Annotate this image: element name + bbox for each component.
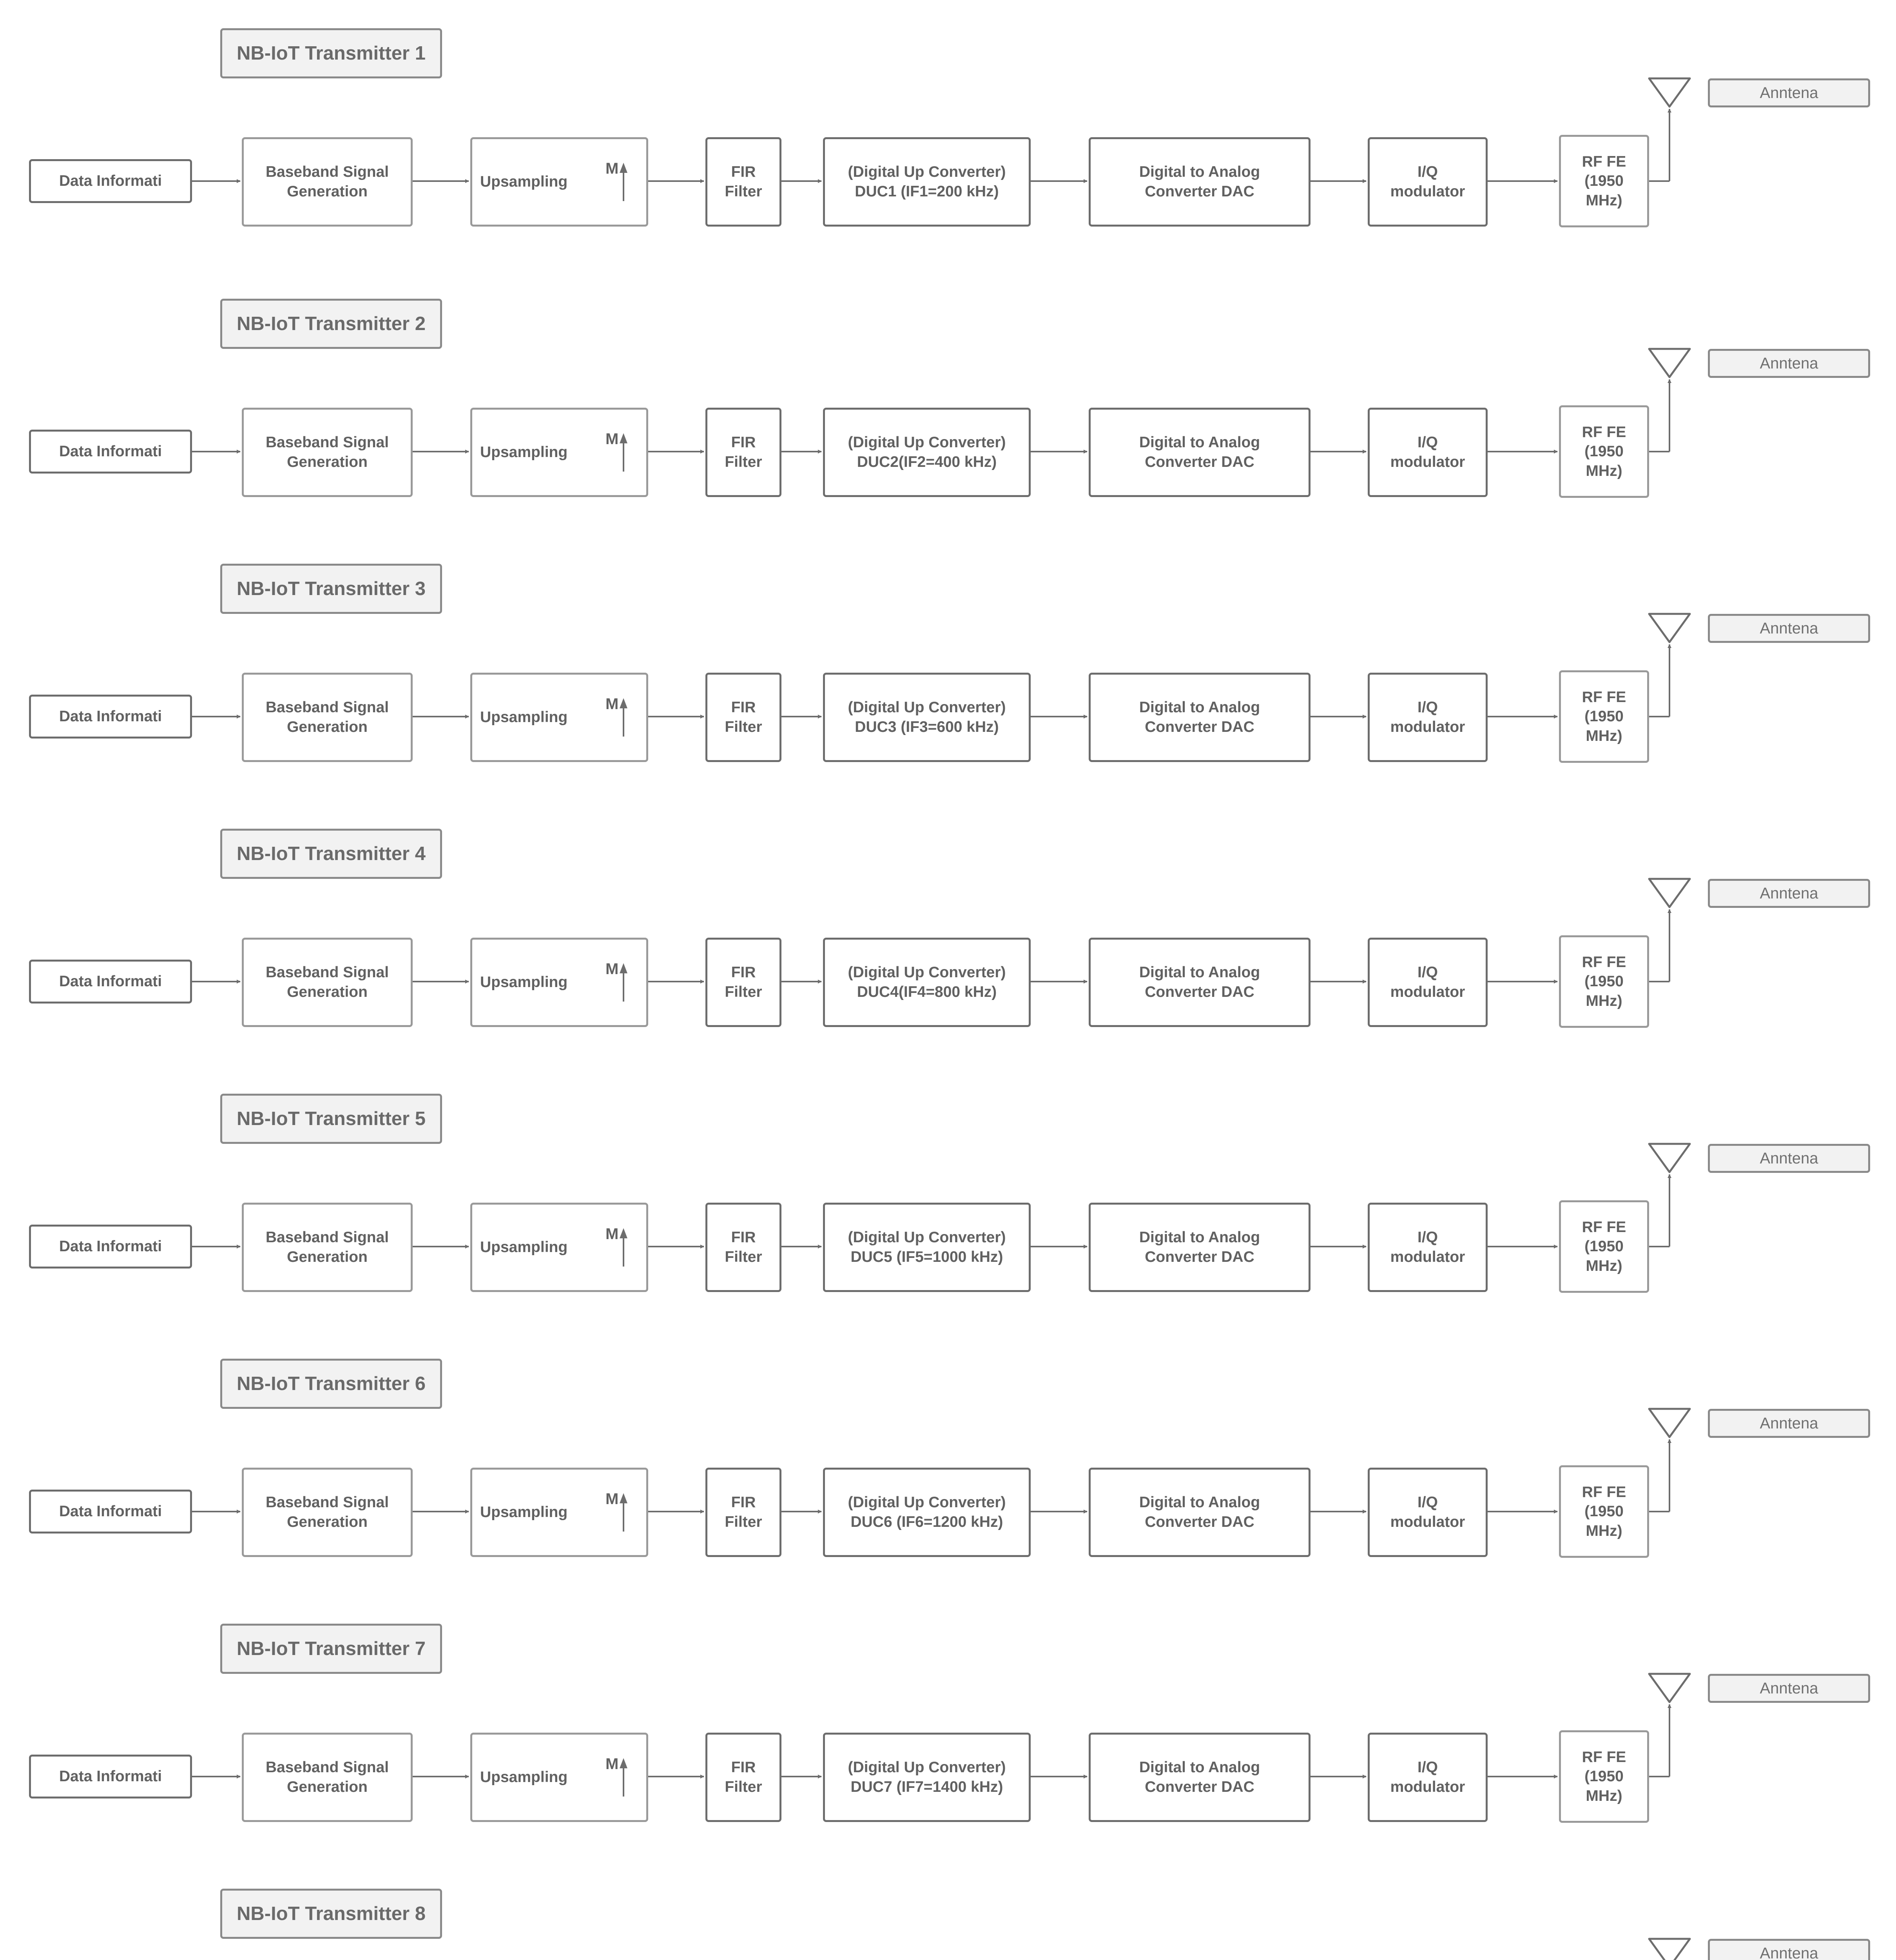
- antenna-label-label: Anntena: [1760, 84, 1818, 102]
- transmitter-title: [220, 28, 442, 78]
- fir-block: [705, 137, 781, 227]
- baseband-block-label: Baseband Signal Generation: [265, 1759, 389, 1795]
- fir-block-label: FIR Filter: [725, 1494, 762, 1530]
- duc-block-label: (Digital Up Converter) DUC5 (IF5=1000 kHz): [848, 1229, 1006, 1265]
- transmitter-title: [220, 1889, 442, 1939]
- data-block: [29, 1755, 192, 1798]
- duc-block-label: (Digital Up Converter) DUC2(IF2=400 kHz): [848, 434, 1006, 470]
- data-block-label: Data Informati: [59, 172, 162, 190]
- iq-block: [1368, 408, 1488, 497]
- up-arrow-icon: [619, 433, 628, 472]
- rf-block: [1559, 1200, 1649, 1293]
- transmitter-title-label: NB-IoT Transmitter 7: [237, 1638, 426, 1659]
- upsampling-factor: M: [605, 1490, 619, 1508]
- transmitter-row: [0, 1065, 1896, 1277]
- transmitter-row: [0, 535, 1896, 747]
- rf-block: [1559, 670, 1649, 763]
- fir-block: [705, 673, 781, 762]
- fir-block-label: FIR Filter: [725, 699, 762, 735]
- iq-block: [1368, 137, 1488, 227]
- transmitter-title: [220, 564, 442, 614]
- data-block-label: Data Informati: [59, 1503, 162, 1520]
- upsampling-factor: M: [605, 430, 619, 448]
- iq-block-label: I/Q modulator: [1390, 699, 1465, 735]
- data-block-label: Data Informati: [59, 1768, 162, 1785]
- data-block: [29, 1225, 192, 1269]
- data-block: [29, 1490, 192, 1534]
- upsampling-block-label: Upsampling: [480, 1239, 568, 1256]
- rf-block: [1559, 135, 1649, 227]
- dac-block-label: Digital to Analog Converter DAC: [1139, 964, 1260, 1000]
- iq-block-label: I/Q modulator: [1390, 964, 1465, 1000]
- upsampling-block-label: Upsampling: [480, 444, 568, 461]
- transmitter-title-label: NB-IoT Transmitter 8: [237, 1903, 426, 1924]
- transmitter-row: [0, 1595, 1896, 1807]
- transmitter-row: [0, 0, 1896, 212]
- transmitter-title-label: NB-IoT Transmitter 1: [237, 42, 426, 64]
- antenna-label: [1708, 1409, 1870, 1438]
- duc-block-label: (Digital Up Converter) DUC1 (IF1=200 kHz): [848, 163, 1006, 200]
- rf-block-label: RF FE (1950 MHz): [1582, 153, 1626, 209]
- data-block-label: Data Informati: [59, 973, 162, 990]
- transmitter-row: [0, 800, 1896, 1012]
- dac-block: [1089, 1203, 1311, 1292]
- antenna-label: [1708, 614, 1870, 643]
- upsampling-factor: M: [605, 1225, 619, 1243]
- baseband-block: [242, 1733, 413, 1822]
- baseband-block: [242, 1203, 413, 1292]
- rf-block-label: RF FE (1950 MHz): [1582, 1748, 1626, 1804]
- dac-block-label: Digital to Analog Converter DAC: [1139, 1759, 1260, 1795]
- rf-block-label: RF FE (1950 MHz): [1582, 423, 1626, 479]
- duc-block-label: (Digital Up Converter) DUC3 (IF3=600 kHz): [848, 699, 1006, 735]
- transmitter-title: [220, 829, 442, 879]
- baseband-block-label: Baseband Signal Generation: [265, 434, 389, 470]
- transmitter-row: [0, 1330, 1896, 1542]
- dac-block: [1089, 1468, 1311, 1557]
- transmitter-title-label: NB-IoT Transmitter 2: [237, 313, 426, 334]
- data-block-label: Data Informati: [59, 443, 162, 460]
- iq-block: [1368, 1733, 1488, 1822]
- baseband-block: [242, 1468, 413, 1557]
- iq-block: [1368, 1468, 1488, 1557]
- upsampling-block-label: Upsampling: [480, 1769, 568, 1786]
- data-block-label: Data Informati: [59, 708, 162, 725]
- antenna-label-label: Anntena: [1760, 1149, 1818, 1167]
- dac-block-label: Digital to Analog Converter DAC: [1139, 434, 1260, 470]
- rf-block: [1559, 1465, 1649, 1558]
- antenna-label: [1708, 1939, 1870, 1960]
- up-arrow-icon: [619, 1493, 628, 1532]
- upsampling-block: [470, 1733, 648, 1822]
- transmitter-title: [220, 1359, 442, 1409]
- fir-block: [705, 1733, 781, 1822]
- duc-block: [823, 938, 1031, 1027]
- baseband-block: [242, 673, 413, 762]
- rf-block-label: RF FE (1950 MHz): [1582, 1218, 1626, 1274]
- duc-block: [823, 673, 1031, 762]
- fir-block-label: FIR Filter: [725, 1229, 762, 1265]
- up-arrow-icon: [619, 1758, 628, 1797]
- transmitter-row: [0, 1860, 1896, 1960]
- upsampling-block-label: Upsampling: [480, 173, 568, 191]
- duc-block: [823, 137, 1031, 227]
- dac-block: [1089, 408, 1311, 497]
- antenna-label-label: Anntena: [1760, 884, 1818, 902]
- dac-block-label: Digital to Analog Converter DAC: [1139, 1229, 1260, 1265]
- baseband-block: [242, 408, 413, 497]
- baseband-block: [242, 938, 413, 1027]
- iq-block-label: I/Q modulator: [1390, 1759, 1465, 1795]
- fir-block-label: FIR Filter: [725, 434, 762, 470]
- antenna-label: [1708, 1144, 1870, 1173]
- rf-block-label: RF FE (1950 MHz): [1582, 688, 1626, 744]
- duc-block-label: (Digital Up Converter) DUC7 (IF7=1400 kHz): [848, 1759, 1006, 1795]
- antenna-label-label: Anntena: [1760, 1679, 1818, 1697]
- up-arrow-icon: [619, 1228, 628, 1267]
- antenna-label: [1708, 78, 1870, 107]
- upsampling-block: [470, 1203, 648, 1292]
- upsampling-block-label: Upsampling: [480, 1504, 568, 1521]
- transmitter-title-label: NB-IoT Transmitter 4: [237, 843, 426, 864]
- rf-block-label: RF FE (1950 MHz): [1582, 1483, 1626, 1539]
- upsampling-factor: M: [605, 960, 619, 978]
- fir-block: [705, 1468, 781, 1557]
- duc-block: [823, 1733, 1031, 1822]
- fir-block-label: FIR Filter: [725, 964, 762, 1000]
- iq-block-label: I/Q modulator: [1390, 163, 1465, 200]
- baseband-block: [242, 137, 413, 227]
- up-arrow-icon: [619, 963, 628, 1002]
- rf-block: [1559, 405, 1649, 498]
- fir-block-label: FIR Filter: [725, 1759, 762, 1795]
- antenna-label: [1708, 879, 1870, 908]
- antenna-label-label: Anntena: [1760, 1414, 1818, 1432]
- duc-block: [823, 408, 1031, 497]
- upsampling-block: [470, 673, 648, 762]
- data-block: [29, 695, 192, 739]
- dac-block: [1089, 938, 1311, 1027]
- baseband-block-label: Baseband Signal Generation: [265, 163, 389, 200]
- rf-block: [1559, 1730, 1649, 1823]
- rf-block: [1559, 935, 1649, 1028]
- fir-block: [705, 408, 781, 497]
- dac-block-label: Digital to Analog Converter DAC: [1139, 1494, 1260, 1530]
- upsampling-block-label: Upsampling: [480, 974, 568, 991]
- upsampling-block: [470, 938, 648, 1027]
- upsampling-block-label: Upsampling: [480, 709, 568, 726]
- data-block-label: Data Informati: [59, 1238, 162, 1255]
- baseband-block-label: Baseband Signal Generation: [265, 699, 389, 735]
- up-arrow-icon: [619, 698, 628, 737]
- fir-block-label: FIR Filter: [725, 163, 762, 200]
- fir-block: [705, 938, 781, 1027]
- dac-block-label: Digital to Analog Converter DAC: [1139, 163, 1260, 200]
- upsampling-block: [470, 1468, 648, 1557]
- iq-block-label: I/Q modulator: [1390, 1229, 1465, 1265]
- data-block: [29, 430, 192, 474]
- transmitter-title: [220, 1094, 442, 1144]
- dac-block: [1089, 137, 1311, 227]
- baseband-block-label: Baseband Signal Generation: [265, 964, 389, 1000]
- upsampling-factor: M: [605, 160, 619, 177]
- transmitter-title: [220, 1624, 442, 1674]
- transmitter-title-label: NB-IoT Transmitter 5: [237, 1108, 426, 1129]
- iq-block: [1368, 673, 1488, 762]
- antenna-label-label: Anntena: [1760, 354, 1818, 372]
- iq-block-label: I/Q modulator: [1390, 434, 1465, 470]
- upsampling-factor: M: [605, 1755, 619, 1773]
- fir-block: [705, 1203, 781, 1292]
- antenna-label: [1708, 349, 1870, 378]
- transmitter-title: [220, 299, 442, 349]
- baseband-block-label: Baseband Signal Generation: [265, 1229, 389, 1265]
- baseband-block-label: Baseband Signal Generation: [265, 1494, 389, 1530]
- dac-block: [1089, 1733, 1311, 1822]
- dac-block-label: Digital to Analog Converter DAC: [1139, 699, 1260, 735]
- dac-block: [1089, 673, 1311, 762]
- iq-block: [1368, 938, 1488, 1027]
- duc-block-label: (Digital Up Converter) DUC6 (IF6=1200 kHz): [848, 1494, 1006, 1530]
- data-block: [29, 960, 192, 1004]
- data-block: [29, 159, 192, 203]
- transmitter-title-label: NB-IoT Transmitter 3: [237, 578, 426, 599]
- duc-block-label: (Digital Up Converter) DUC4(IF4=800 kHz): [848, 964, 1006, 1000]
- rf-block-label: RF FE (1950 MHz): [1582, 953, 1626, 1009]
- transmitter-title-label: NB-IoT Transmitter 6: [237, 1373, 426, 1394]
- antenna-label-label: Anntena: [1760, 619, 1818, 637]
- duc-block: [823, 1203, 1031, 1292]
- upsampling-block: [470, 408, 648, 497]
- up-arrow-icon: [619, 163, 628, 202]
- antenna-label: [1708, 1674, 1870, 1703]
- transmitter-row: [0, 270, 1896, 482]
- iq-block: [1368, 1203, 1488, 1292]
- upsampling-factor: M: [605, 695, 619, 713]
- duc-block: [823, 1468, 1031, 1557]
- upsampling-block: [470, 137, 648, 227]
- iq-block-label: I/Q modulator: [1390, 1494, 1465, 1530]
- antenna-label-label: Anntena: [1760, 1944, 1818, 1960]
